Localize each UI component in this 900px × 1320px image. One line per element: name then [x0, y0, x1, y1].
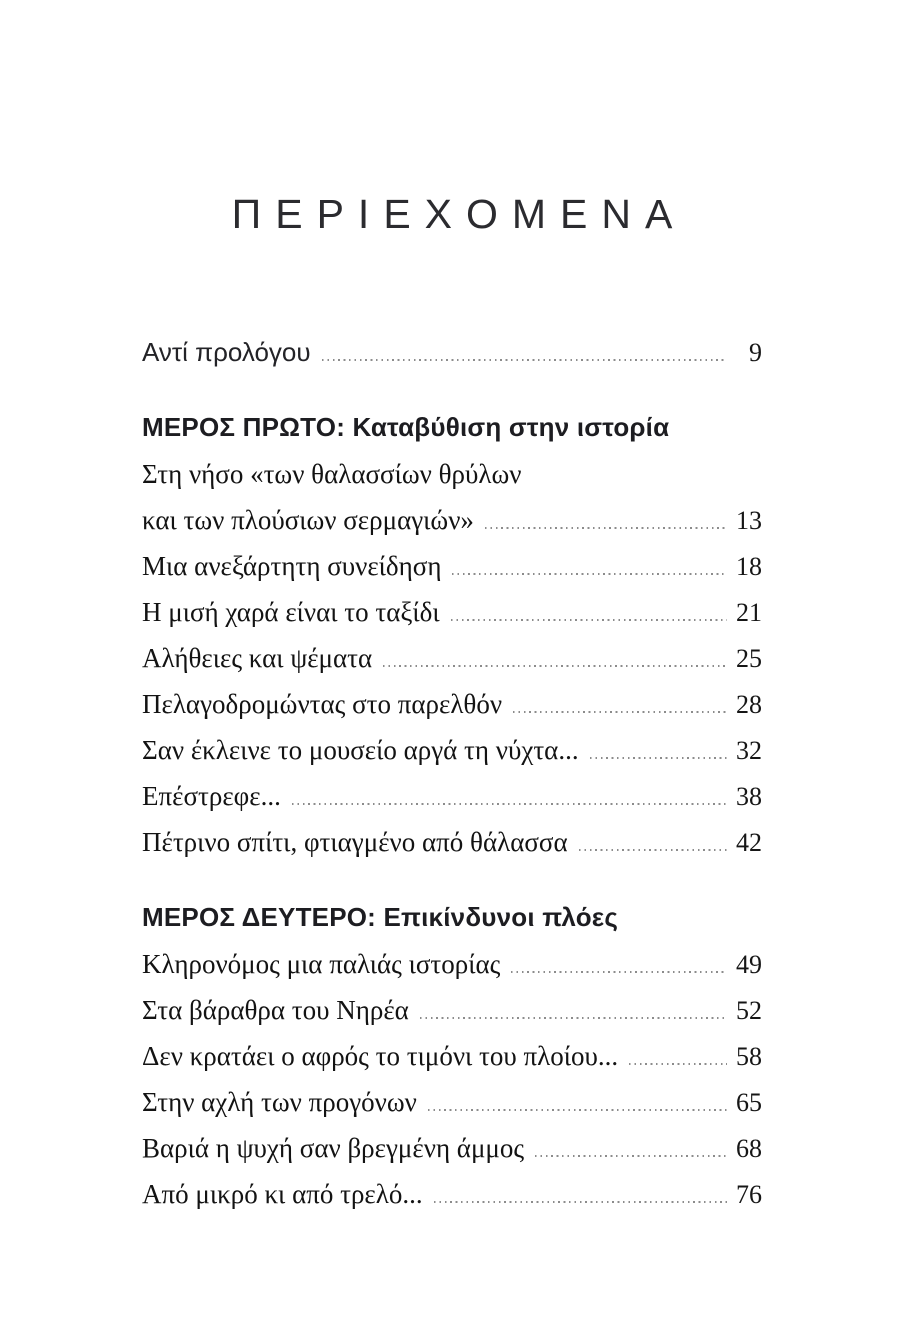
page-number: 68 [736, 1133, 762, 1163]
dot-leader [434, 1201, 727, 1203]
dot-leader [292, 803, 727, 805]
toc-entry [142, 451, 762, 543]
toc-entry-label: Επέστρεφε... [142, 780, 281, 811]
toc-entry [142, 987, 762, 1033]
page-number: 13 [736, 505, 762, 535]
toc-entry-line [142, 987, 762, 1033]
toc-entry [142, 635, 762, 681]
toc-entry-label: Σαν έκλεινε το μουσείο αργά τη νύχτα... [142, 734, 579, 765]
toc-sections [142, 404, 762, 1217]
page-number: 65 [736, 1087, 762, 1117]
toc-section [142, 404, 762, 865]
page-number: 58 [736, 1041, 762, 1071]
page-number: 18 [736, 551, 762, 581]
dot-leader [485, 527, 727, 529]
toc-entry-line [142, 681, 762, 727]
toc-entry [142, 543, 762, 589]
dot-leader [322, 359, 727, 361]
toc-entry [142, 727, 762, 773]
toc-section [142, 894, 762, 1217]
toc-entry-label: Δεν κρατάει ο αφρός το τιμόνι του πλοίου... [142, 1040, 619, 1071]
toc-entry-label: Στην αχλή των προγόνων [142, 1086, 417, 1117]
toc-entry [142, 1171, 762, 1217]
dot-leader [383, 665, 727, 667]
toc-entry-line [142, 727, 762, 773]
toc-entry-label: Η μισή χαρά είναι το ταξίδι [142, 596, 440, 627]
toc-entry-label: Αντί προλόγου [142, 336, 311, 367]
page-number: 28 [736, 689, 762, 719]
toc-entry [142, 819, 762, 865]
toc-entry [142, 773, 762, 819]
page-number: 25 [736, 643, 762, 673]
toc-entry-line [142, 773, 762, 819]
toc-entry-line [142, 1033, 762, 1079]
toc-entry-label: Βαριά η ψυχή σαν βρεγμένη άμμος [142, 1132, 525, 1163]
toc-entry-line [142, 819, 762, 865]
toc-entry-line [142, 941, 762, 987]
dot-leader [579, 849, 727, 851]
toc-entry-label: Πέτρινο σπίτι, φτιαγμένο από θάλασσα [142, 826, 568, 857]
toc-entry [142, 589, 762, 635]
dot-leader [513, 711, 727, 713]
page-number: 9 [749, 337, 762, 367]
toc-entry [142, 941, 762, 987]
dot-leader [420, 1017, 727, 1019]
toc-entry [142, 1125, 762, 1171]
toc-entry-line [142, 1171, 762, 1217]
dot-leader [428, 1109, 727, 1111]
toc-entry [142, 329, 762, 375]
toc-entry-line [142, 497, 762, 543]
page-number: 38 [736, 781, 762, 811]
toc-entry [142, 681, 762, 727]
toc-entry-label: και των πλούσιων σερμαγιών» [142, 504, 474, 535]
page-number: 52 [736, 995, 762, 1025]
toc-entry-line [142, 451, 762, 497]
section-heading: ΜΕΡΟΣ ΠΡΩΤΟ: Καταβύθιση στην ιστορία [142, 412, 670, 443]
toc-entry-line [142, 329, 762, 375]
dot-leader [511, 971, 727, 973]
dot-leader [452, 573, 727, 575]
toc-entry-label: Στα βάραθρα του Νηρέα [142, 994, 409, 1025]
section-heading: ΜΕΡΟΣ ΔΕΥΤΕΡΟ: Επικίνδυνοι πλόες [142, 902, 619, 933]
page-title: ΠΕΡΙΕΧΟΜΕΝΑ [231, 191, 687, 237]
dot-leader [590, 757, 727, 759]
toc-entry [142, 1079, 762, 1125]
toc-entry-label: Στη νήσο «των θαλασσίων θρύλων [142, 458, 522, 489]
dot-leader [535, 1155, 727, 1157]
dot-leader [451, 619, 727, 621]
toc-entry-label: Αλήθειες και ψέματα [142, 642, 373, 673]
toc-entry-label: Πελαγοδρομώντας στο παρελθόν [142, 688, 503, 719]
toc-entry-line [142, 1125, 762, 1171]
page-number: 21 [736, 597, 762, 627]
toc-entry-label: Μια ανεξάρτητη συνείδηση [142, 550, 442, 581]
toc-entry [142, 1033, 762, 1079]
front-matter-list [142, 329, 762, 375]
toc-entry-line [142, 635, 762, 681]
page-number: 49 [736, 949, 762, 979]
page-number: 42 [736, 827, 762, 857]
toc-entry-line [142, 1079, 762, 1125]
dot-leader [629, 1063, 727, 1065]
page-number: 76 [736, 1179, 762, 1209]
page-number: 32 [736, 735, 762, 765]
toc-entry-line [142, 589, 762, 635]
toc-entry-label: Από μικρό κι από τρελό... [142, 1178, 423, 1209]
toc-entry-line [142, 543, 762, 589]
toc-entry-label: Κληρονόμος μια παλιάς ιστορίας [142, 948, 501, 979]
